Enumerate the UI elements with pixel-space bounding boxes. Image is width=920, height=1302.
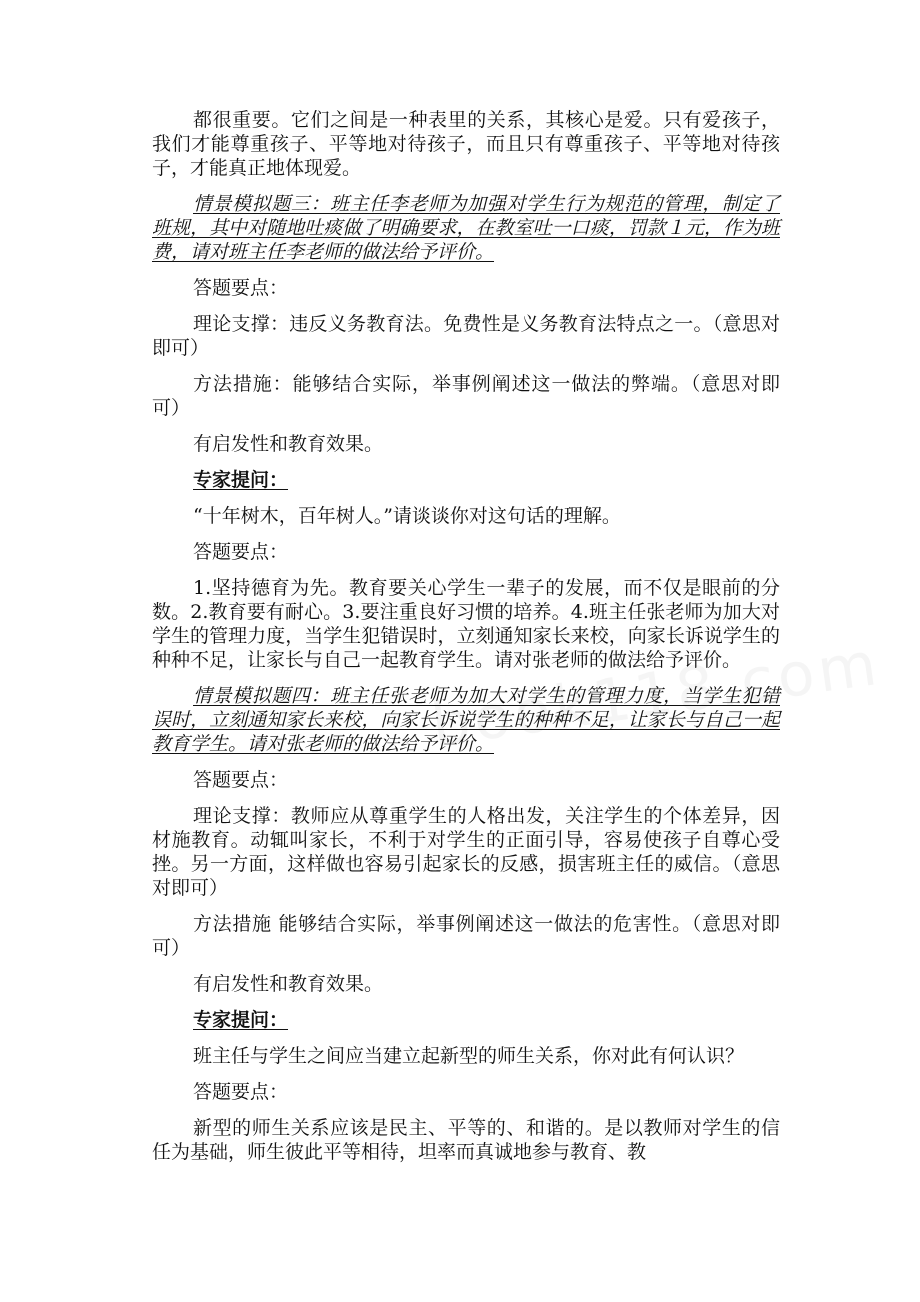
answer-key-label: 答题要点： [193,277,289,299]
effect-note: 有启发性和教育效果。 [193,433,384,455]
scenario-question-four: 情景模拟题四：班主任张老师为加大对学生的管理力度，当学生犯错误时，立刻通知家长来校，向家长诉说学生的种种不足，让家长与自己一起教育学生。请对张老师的做法给予评价。 [152,685,780,755]
theory-support: 理论支撑：违反义务教育法。免费性是义务教育法特点之一。（意思对即可） [152,313,780,359]
expert-question-heading: 专家提问： [193,1009,289,1031]
scenario-question-three: 情景模拟题三：班主任李老师为加强对学生行为规范的管理，制定了班规，其中对随地吐痰做了明确要求，在教室吐一口痰，罚款１元，作为班费，请对班主任李老师的做法给予评价。 [152,193,780,263]
theory-support: 理论支撑：教师应从尊重学生的人格出发，关注学生的个体差异，因材施教育。动辄叫家长，不利于对学生的正面引导，容易使孩子自尊心受挫。另一方面，这样做也容易引起家长的反感，损害班主任的威信。（意思对即可） [152,805,780,899]
answer-points: 1.坚持德育为先。教育要关心学生一辈子的发展，而不仅是眼前的分数。2.教育要有耐心。3.要注重良好习惯的培养。4.班主任张老师为加大对学生的管理力度，当学生犯错误时，立刻通知家长来校，向家长诉说学生的种种不足，让家长与自己一起教育学生。请对张老师的做法给予评价。 [152,577,780,671]
answer-key-label: 答题要点： [193,1081,289,1103]
expert-question-heading: 专家提问： [193,469,289,491]
answer-points: 新型的师生关系应该是民主、平等的、和谐的。是以教师对学生的信任为基础，师生彼此平等相待，坦率而真诚地参与教育、教 [152,1117,780,1163]
effect-note: 有启发性和教育效果。 [193,973,384,995]
expert-question: 班主任与学生之间应当建立起新型的师生关系，你对此有何认识？ [193,1045,745,1067]
answer-key-label: 答题要点： [193,541,289,563]
expert-question: “十年树木，百年树人。”请谈谈你对这句话的理解。 [193,505,621,527]
method-measures: 方法措施：能够结合实际，举事例阐述这一做法的弊端。（意思对即可） [152,373,780,419]
document-page [152,108,780,1176]
method-measures: 方法措施 能够结合实际，举事例阐述这一做法的危害性。（意思对即可） [152,913,780,959]
paragraph-love: 都很重要。它们之间是一种表里的关系，其核心是爱。只有爱孩子，我们才能尊重孩子、平等地对待孩子，而且只有尊重孩子、平等地对待孩子，才能真正地体现爱。 [152,109,780,179]
answer-key-label: 答题要点： [193,769,289,791]
